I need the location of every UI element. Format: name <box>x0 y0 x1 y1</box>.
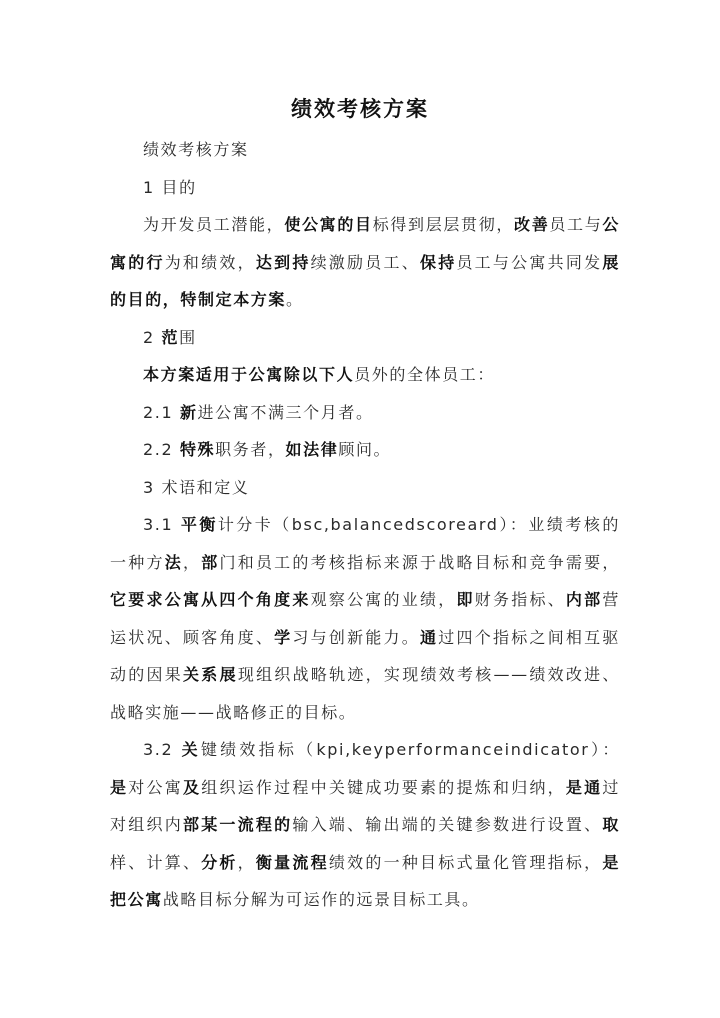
bold-text-run: 达到持 <box>255 252 311 272</box>
bold-text-run: 即 <box>456 590 475 609</box>
text-run: 3 术语和定义 <box>143 477 250 497</box>
text-run: 键绩效指标（kpi,keyperformanceindicator）： <box>200 740 620 759</box>
text-run: 对公寓 <box>128 777 183 797</box>
text-run: 计分卡（bsc,balancedscoreard）：业绩考核的一种方 <box>110 515 620 572</box>
text-run: 2.1 <box>143 402 180 422</box>
text-run: 绩效的一种目标式量化管理指标， <box>328 852 603 872</box>
text-run: 3.1 <box>143 515 181 534</box>
bold-text-run: 及 <box>182 777 202 797</box>
text-run: 观察公寓的业绩， <box>310 590 457 609</box>
bold-text-run: 如法律 <box>285 440 339 459</box>
bold-text-run: 取 <box>602 815 620 834</box>
bold-text-run: 是通 <box>565 777 603 797</box>
bold-text-run: 关 <box>181 740 201 759</box>
text-run: 职务者， <box>215 440 286 459</box>
bold-text-run: 新 <box>179 402 198 422</box>
text-run: 财务指标、 <box>474 590 566 609</box>
text-run: 为开发员工潜能， <box>143 215 285 234</box>
paragraph-def-3-1 <box>110 506 620 731</box>
bold-text-run: 学 <box>274 627 293 647</box>
bold-text-run: 范 <box>161 327 180 347</box>
text-run: 习与创新能力。 <box>292 627 421 647</box>
paragraph-purpose <box>110 206 620 319</box>
text-run: 2.2 <box>143 440 180 459</box>
text-run: 员工与 <box>549 215 603 234</box>
text-run: 顾问。 <box>338 440 392 459</box>
text-run: 门和员工的考核指标来源于战略目标和竞争需要， <box>219 552 621 572</box>
text-run: 3.2 <box>143 740 182 759</box>
text-run: 进公寓不满三个月者。 <box>197 402 374 422</box>
text-run: 围 <box>179 327 197 347</box>
text-run: 过对组织内 <box>110 777 621 834</box>
paragraph-scope-2-1 <box>110 394 620 432</box>
text-run: 营运状况、顾客角度、 <box>110 590 621 647</box>
bold-text-run: 是把公寓 <box>110 852 621 909</box>
text-run: 绩效考核方案 <box>143 140 249 159</box>
bold-text-run: 法 <box>164 552 183 572</box>
document-body <box>110 131 620 919</box>
text-run: 现组织战略轨迹，实现绩效考核——绩效改进、战略实施——战略修正的目标。 <box>110 665 620 722</box>
text-run: 。 <box>286 290 304 309</box>
bold-text-run: 分析 <box>201 852 238 872</box>
paragraph-heading-2 <box>110 319 620 357</box>
bold-text-run: 内部 <box>565 590 603 609</box>
text-run: ， <box>182 552 202 572</box>
paragraph-scope <box>110 356 620 394</box>
bold-text-run: 保持 <box>419 252 457 272</box>
text-run: 2 <box>143 327 162 347</box>
bold-text-run: 它要求公寓从四个角度来 <box>110 590 311 609</box>
bold-text-run: 平衡 <box>180 515 218 534</box>
paragraph-def-3-2 <box>110 731 620 919</box>
text-run: 员外的全体员工： <box>354 365 496 384</box>
bold-text-run: 特殊 <box>179 440 216 459</box>
text-run: 样、计算、 <box>110 852 202 872</box>
text-run: 过四个指标之间相互驱动的因果 <box>110 627 621 684</box>
text-run: 标得到层层贯彻， <box>372 215 515 234</box>
bold-text-run: 部 <box>201 552 220 572</box>
text-run: 输入端、输出端的关键参数进行设置、 <box>292 815 603 834</box>
text-run: 续激励员工、 <box>310 252 420 272</box>
bold-text-run: 使公寓的目 <box>284 215 373 234</box>
text-run: 员工与公寓共同发 <box>456 252 603 272</box>
text-run: ， <box>237 852 256 872</box>
text-run: 为和绩效， <box>164 252 256 272</box>
bold-text-run: 部某一流程的 <box>182 815 293 834</box>
bold-text-run: 展的目的，特制定本方案 <box>110 252 620 309</box>
text-run: 战略目标分解为可运作的远景目标工具。 <box>162 890 480 909</box>
bold-text-run: 通 <box>420 627 439 647</box>
bold-text-run: 公寓的行 <box>110 215 620 272</box>
paragraph-scope-2-2 <box>110 431 620 469</box>
text-run: 组织运作过程中关键成功要素的提炼和归纳， <box>201 777 566 797</box>
bold-text-run: 本方案适用于公寓除以下人 <box>143 365 355 384</box>
text-run: 1 目的 <box>143 177 197 197</box>
bold-text-run: 是 <box>110 777 129 797</box>
bold-text-run: 衡量流程 <box>255 852 329 872</box>
bold-text-run: 关系展 <box>183 665 238 684</box>
paragraph-heading-3 <box>110 469 620 507</box>
paragraph-subtitle <box>110 131 620 169</box>
document-title: 绩效考核方案 <box>291 97 429 121</box>
bold-text-run: 改善 <box>514 215 550 234</box>
paragraph-heading-1 <box>110 169 620 207</box>
